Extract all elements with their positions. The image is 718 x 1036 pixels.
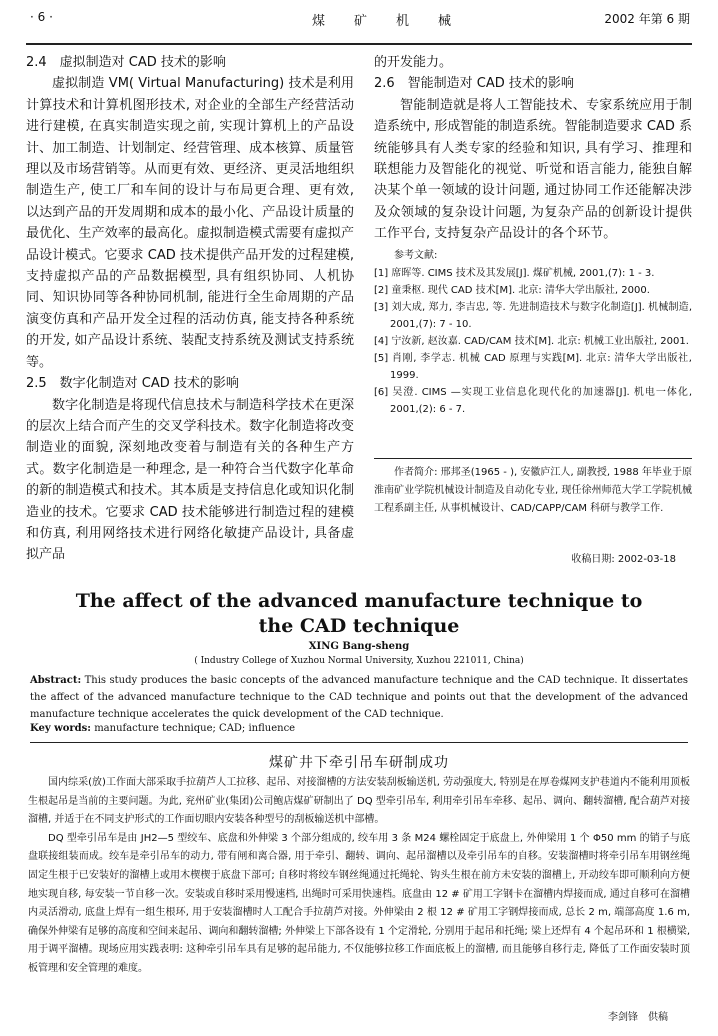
english-author: XING Bang-sheng xyxy=(308,641,410,652)
right-column xyxy=(374,52,692,418)
english-affiliation: ( Industry College of Xuzhou Normal University, Xuzhou 221011, China) xyxy=(194,656,524,666)
news-body xyxy=(28,774,690,979)
english-title xyxy=(0,589,718,639)
reference-item: [4] 宁汝新, 赵汝嘉. CAD/CAM 技术[M]. 北京: 机械工业出版社, 2001. xyxy=(374,335,689,347)
author-bio xyxy=(374,464,692,518)
section-2-6-body: 智能制造就是将人工智能技术、专家系统应用于制造系统中, 形成智能的制造系统。智能制造要求 CAD 系统能够具有人类专家的经验和知识, 具有学习、推理和联想能力及智能化的视觉、听觉和语言能力, 能独自解决某个单一领域的设计问题, 通过协同工作还能解决涉及众领域的复杂设计问题, 为复杂产品的创新设计提供工作平台, 支持复杂产品设计的各个环节。 xyxy=(374,97,692,242)
section-2-5-heading: 2.5 数字化制造对 CAD 技术的影响 xyxy=(26,376,239,392)
header-rule xyxy=(26,43,692,45)
continuation-text: 的开发能力。 xyxy=(374,55,453,70)
issue-label: 2002 年第 6 期 xyxy=(604,12,690,26)
reference-item: [6] 吴澄. CIMS —实现工业信息化现代化的加速器[J]. 机电一体化, 2001,(2): 6 - 7. xyxy=(374,386,692,415)
english-title-line1: The affect of the advanced manufacture technique to xyxy=(75,590,643,612)
page-header xyxy=(26,8,692,28)
section-2-6-heading: 2.6 智能制造对 CAD 技术的影响 xyxy=(374,76,574,92)
received-date: 收稿日期: 2002-03-18 xyxy=(571,554,676,565)
author-bio-text: 作者简介: 邢邦圣(1965 - ), 安徽庐江人, 副教授, 1988 年毕业于原淮南矿业学院机械设计制造及自动化专业, 现任徐州师范大学工学院机械工程系副主任, 从事机械设计、CAD/CAPP/CAM 科研与教学工作. xyxy=(374,467,692,514)
english-keywords xyxy=(30,723,295,734)
news-paragraph-1: 国内综采(放)工作面大部采取手拉葫芦人工拉移、起吊、对接溜槽的方法安装刮板输送机, 劳动强度大, 特别是在厚卷煤网支护巷道内不能利用顶板生根起吊是当前的主要问题。为此, 兖州矿业(集团)公司鲍店煤矿研制出了 DQ 型牵引吊车, 利用牵引吊车牵移、起吊、调向、翻转溜槽, 配合葫芦对接溜槽, 并适于在不同支护形式的工作面切眼内安装各种型号的刮板输送机中部槽。 xyxy=(28,777,690,826)
section-2-4-body: 虚拟制造 VM( Virtual Manufacturing) 技术是利用计算技术和计算机图形技术, 对企业的全部生产经营活动进行建模, 在真实制造实现之前, 实现计算机上的产品设计、加工制造、计划制定、经营管理、成本核算、质量管理以及市场营销等。从而更有效、更经济、更灵活地组织制造生产, 使工厂和车间的设计与布局更合理、更有效, 以达到产品的开发周期和成本的最小化、产品设计质量的最优化、生产效率的最高化。虚拟制造模式需要有虚拟产品设计模式。它要求 CAD 技术提供产品开发的过程建模, 支持虚拟产品的产品数据模型, 具有组织协同、人机协同、知识协同等各种协同机制, 能进行全生命周期的产品演变仿真和产品开发全过程的活动仿真, 能支持各种系统的开发, 如产品设计系统、装配支持系统及测试支持系统等。 xyxy=(26,76,354,370)
abstract-label: Abstract: xyxy=(30,675,82,686)
references xyxy=(374,247,692,418)
reference-item: [2] 童秉枢. 现代 CAD 技术[M]. 北京: 清华大学出版社, 2000. xyxy=(374,284,650,296)
keywords-text: manufacture technique; CAD; influence xyxy=(94,723,296,734)
reference-item: [5] 肖刚, 李学志. 机械 CAD 原理与实践[M]. 北京: 清华大学出版社, 1999. xyxy=(374,352,692,381)
english-abstract xyxy=(30,672,688,723)
section-2-4-heading: 2.4 虚拟制造对 CAD 技术的影响 xyxy=(26,55,226,70)
abstract-text: This study produces the basic concepts of the advanced manufacture technique and the CAD technique. It dissertates the affect of the advanced manufacture technique to the CAD technique and points out that the development of the advanced manufacture technique accelerates the quick development of the CAD technique. xyxy=(30,675,688,720)
references-heading: 参考文献: xyxy=(394,249,438,261)
reference-item: [3] 刘大成, 郑力, 李吉忠, 等. 先进制造技术与数字化制造[J]. 机械制造, 2001,(7): 7 - 10. xyxy=(374,301,692,330)
section-divider xyxy=(30,742,688,743)
page-number: · 6 · xyxy=(30,10,53,24)
bio-rule xyxy=(374,458,692,459)
section-2-5-body: 数字化制造是将现代信息技术与制造科学技术在更深的层次上结合而产生的交叉学科技术。数字化制造将改变制造业的面貌, 深刻地改变着与制造有关的各种生产方式。数字化制造是一种理念, 是一种符合当代数字化革命的新的制造模式和技术。其本质是支持信息化或知识化制造业的技术。它要求 CAD 技术能够进行制造过程的建模和仿真, 利用网络技术进行网络化敏捷产品设计, 具备虚拟产品 xyxy=(26,397,354,563)
news-paragraph-2: DQ 型牵引吊车是由 JH2—5 型绞车、底盘和外伸梁 3 个部分组成的, 绞车用 3 条 M24 螺栓固定于底盘上, 外伸梁用 1 个 Φ50 mm 的销子与底盘联接组装而成。绞车是牵引吊车的动力, 带有闸和离合器, 用于牵引、翻转、调向、起吊溜槽以及牵引吊车的自移。安装溜槽时将牵引吊车用钢丝绳固定生根于已安装好的溜槽上或用木楔楔于底盘下部可; 自移时将绞车钢丝绳通过托绳轮、钩头生根在前方未安装的溜槽上, 开动绞车即可顺利向方便地实现自移, 每安装一节自移一次。安装或自移时采用慢速档, 出绳时可采用快速档。底盘由 12 # 矿用工字钢卡在溜槽内焊接而成, 通过自移可在溜槽内灵活滑动, 底盘上焊有一组生根环, 用于安装溜槽时人工配合手拉葫芦对接。外伸梁由 2 根 12 # 矿用工字钢焊接而成, 总长 2 m, 端部高度 1.6 m, 确保外伸梁有足够的高度和空间来起吊、调向和翻转溜槽; 外伸梁上下部各设有 1 个定滑轮, 分别用于起吊和托绳; 梁上还焊有 4 个起吊环和 1 根横梁, 用于调平溜槽。现场应用实践表明: 这种牵引吊车具有足够的起吊能力, 不仅能够拉移工作面底板上的溜槽, 而且能够自移行走, 降低了工作面安装时顶板管理和安全管理的难度。 xyxy=(28,832,690,974)
keywords-label: Key words: xyxy=(30,723,91,734)
english-title-line2: the CAD technique xyxy=(258,615,460,637)
left-column xyxy=(26,52,354,566)
news-signature: 李剑锋 供稿 xyxy=(608,1012,668,1023)
news-title: 煤矿井下牵引吊车研制成功 xyxy=(269,755,449,771)
reference-item: [1] 席晖等. CIMS 技术及其发展[J]. 煤矿机械, 2001,(7): 1 - 3. xyxy=(374,267,655,279)
journal-name: 煤 矿 机 械 xyxy=(312,14,453,29)
